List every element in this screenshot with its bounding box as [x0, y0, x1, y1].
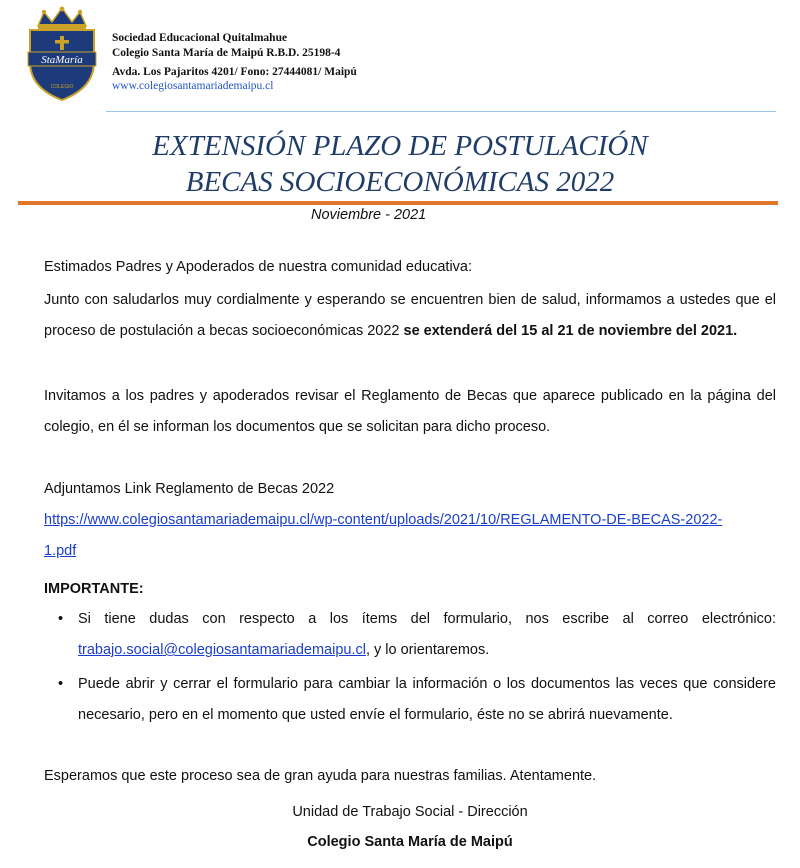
document-date: Noviembre - 2021 [311, 207, 427, 223]
logo-subtext: COLEGIO [50, 84, 74, 90]
important-heading: IMPORTANTE: [44, 581, 144, 597]
regulation-link-line-2[interactable]: 1.pdf [44, 543, 77, 559]
title-divider [18, 201, 778, 205]
bullet-2-text: Puede abrir y cerrar el formulario para cambiar la información o los documentos las veces que considere necesario, pero en el momento que usted envíe el formulario, éste no se abrirá nuevamente. [78, 676, 776, 723]
list-item [44, 669, 776, 731]
society-name: Sociedad Educacional Quitalmahue [112, 32, 288, 44]
regulation-link-line-1[interactable]: https://www.colegiosantamariademaipu.cl/wp-content/uploads/2021/10/REGLAMENTO-DE-BECAS-2022- [44, 512, 723, 528]
school-name-rbd: Colegio Santa María de Maipú R.B.D. 25198-4 [112, 47, 341, 59]
signature-unit: Unidad de Trabajo Social - Dirección [292, 804, 528, 820]
paragraph-extension-text: Junto con saludarlos muy cordialmente y esperando se encuentren bien de salud, informamos a ustedes que el proceso de postulación a becas socioeconómicas 2022 [44, 292, 776, 339]
header-divider [106, 111, 776, 112]
important-list [44, 604, 776, 731]
school-info [112, 31, 357, 94]
address-phone: Avda. Los Pajaritos 4201/ Fono: 27444081/ Maipú [112, 66, 357, 78]
social-work-email-link[interactable]: trabajo.social@colegiosantamariademaipu.cl [78, 642, 366, 658]
regulation-link[interactable] [44, 505, 776, 567]
school-crest-logo [24, 6, 100, 102]
bullet-1-end: , y lo orientaremos. [365, 642, 490, 658]
paragraph-invitation: Invitamos a los padres y apoderados revisar el Reglamento de Becas que aparece publicado en la página del colegio, en él se informan los documentos que se solicitan para dicho proceso. [44, 388, 776, 435]
bullet-1-text: Si tiene dudas con respecto a los ítems del formulario, nos escribe al correo electrónico: [78, 611, 776, 627]
greeting: Estimados Padres y Apoderados de nuestra comunidad educativa: [44, 259, 473, 275]
title-line-1: EXTENSIÓN PLAZO DE POSTULACIÓN [152, 130, 648, 162]
list-item [44, 604, 776, 666]
signature-school: Colegio Santa María de Maipú [307, 834, 513, 850]
logo-text: StaMaría [41, 54, 83, 66]
paragraph-extension [44, 285, 776, 347]
extension-dates: se extenderá del 15 al 21 de noviembre del 2021. [403, 323, 738, 339]
bullet-dot-icon: • [58, 676, 64, 692]
closing: Esperamos que este proceso sea de gran ayuda para nuestras familias. Atentamente. [44, 768, 597, 784]
bullet-dot-icon: • [58, 611, 64, 627]
attachment-label: Adjuntamos Link Reglamento de Becas 2022 [44, 481, 335, 497]
title-line-2: BECAS SOCIOECONÓMICAS 2022 [185, 166, 615, 198]
website-link[interactable]: www.colegiosantamariademaipu.cl [112, 80, 274, 92]
